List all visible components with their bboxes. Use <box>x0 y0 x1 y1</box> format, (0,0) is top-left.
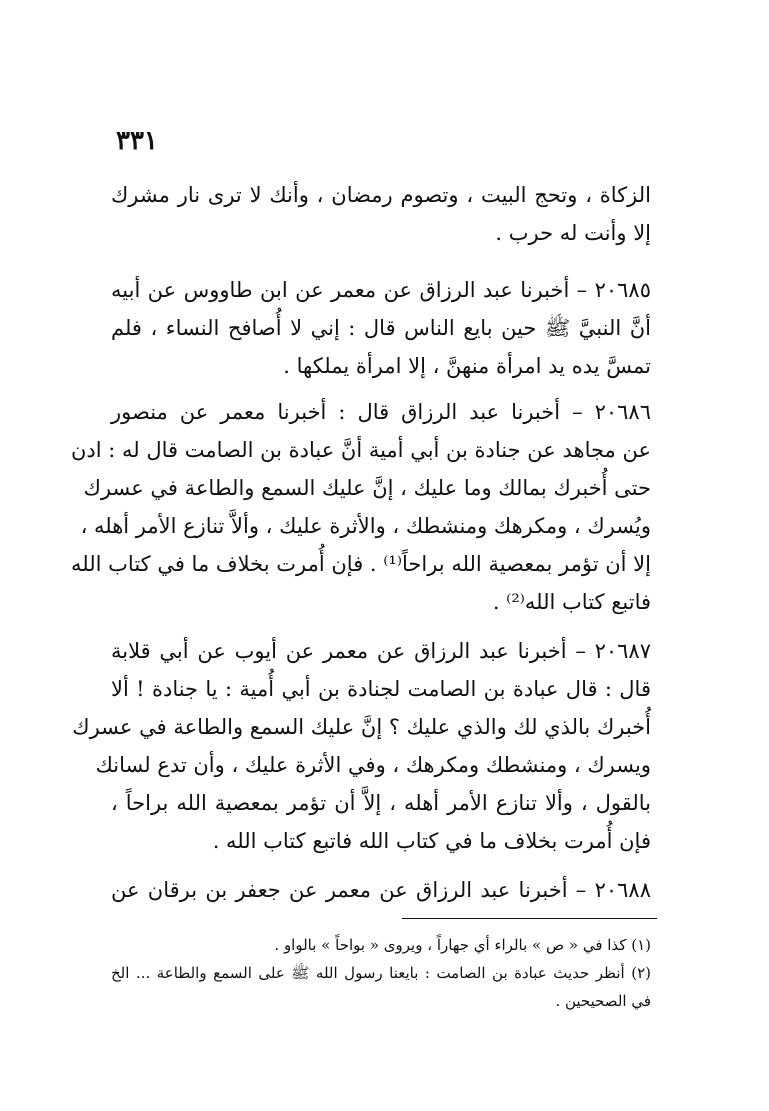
hadith-20687-line-4: ويسرك ، ومنشطك ومكرهك ، وفي الأثرة عليك ، وأن تدع لسانك <box>95 753 651 777</box>
hadith-20686-line-6: فاتبع كتاب الله⁽²⁾ . <box>492 590 651 614</box>
text-line-1: الزكاة ، وتحج البيت ، وتصوم رمضان ، وأنك لا ترى نار مشرك <box>111 183 651 207</box>
hadith-20687-line-2: قال : قال عبادة بن الصامت لجنادة بن أبي أُمية : يا جنادة ! ألا <box>111 677 651 701</box>
hadith-20688-line-1: ٢٠٦٨٨ – أخبرنا عبد الرزاق عن معمر عن جعفر بن برقان عن <box>111 878 651 902</box>
hadith-20685-line-3: تمسَّ يده يد امرأة منهنَّ ، إلا امرأة يملكها . <box>283 354 651 378</box>
footnote-1: (١) كذا في « ص » بالراء أي جهاراً ، ويروى « بواحاً » بالواو . <box>274 936 651 954</box>
page-number: ٣٣١ <box>116 126 158 156</box>
hadith-20686-line-5: إلا أن تؤمر بمعصية الله براحاً⁽¹⁾ . فإن أُمرت بخلاف ما في كتاب الله <box>71 552 651 576</box>
text-line-2: إلا وأنت له حرب . <box>495 221 651 245</box>
hadith-20687-line-6: فإن أُمرت بخلاف ما في كتاب الله فاتبع كتاب الله . <box>212 829 651 853</box>
hadith-20685-line-1: ٢٠٦٨٥ – أخبرنا عبد الرزاق عن معمر عن ابن طاووس عن أبيه <box>111 278 651 302</box>
hadith-20686-line-1: ٢٠٦٨٦ – أخبرنا عبد الرزاق قال : أخبرنا معمر عن منصور <box>111 400 651 424</box>
hadith-20686-line-4: ويُسرك ، ومكرهك ومنشطك ، والأثرة عليك ، وألاَّ تنازع الأمر أهله ، <box>80 514 651 538</box>
hadith-20686-line-3: حتى أُخبرك بمالك وما عليك ، إنَّ عليك السمع والطاعة في عسرك <box>83 476 651 500</box>
hadith-20687-line-5: بالقول ، وألا تنازع الأمر أهله ، إلاَّ أن تؤمر بمعصية الله براحاً ، <box>111 791 651 815</box>
hadith-20687-line-1: ٢٠٦٨٧ – أخبرنا عبد الرزاق عن معمر عن أيوب عن أبي قلابة <box>111 639 651 663</box>
footnote-2-line-1: (٢) أنظر حديث عبادة بن الصامت : بايعنا رسول الله ﷺ على السمع والطاعة ... الخ <box>111 964 651 982</box>
hadith-20686-line-2: عن مجاهد عن جنادة بن أبي أمية أنَّ عبادة بن الصامت قال له : ادن <box>70 438 651 462</box>
hadith-20687-line-3: أُخبرك بالذي لك والذي عليك ؟ إنَّ عليك السمع والطاعة في عسرك <box>72 715 651 739</box>
footnote-divider <box>402 918 657 919</box>
footnote-2-line-2: في الصحيحين . <box>555 992 651 1010</box>
hadith-20685-line-2: أنَّ النبيَّ ﷺ حين بايع الناس قال : إني لا أُصافح النساء ، فلم <box>111 316 651 340</box>
